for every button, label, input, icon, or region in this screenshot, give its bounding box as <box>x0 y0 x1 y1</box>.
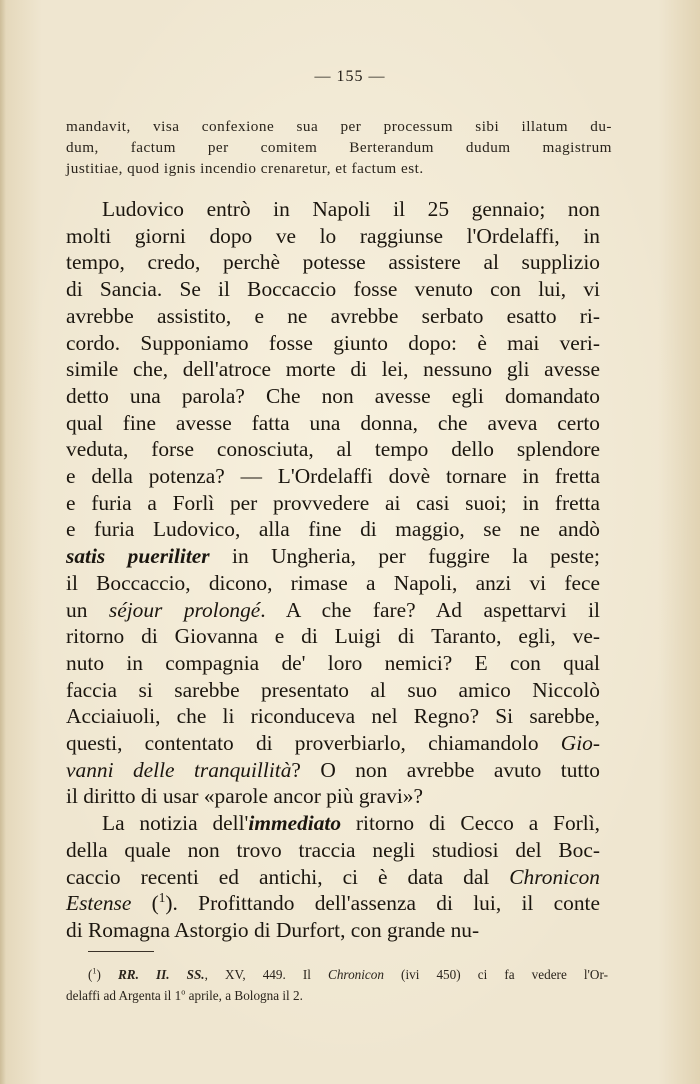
body-text-run: caccio recenti ed antichi, ci è data dal <box>66 864 510 889</box>
footnote-line <box>66 985 608 1006</box>
body-text-run: tempo, credo, perchè potesse assistere al supplizio <box>66 250 600 275</box>
footnote-text-run: 1 <box>92 966 97 976</box>
body-line <box>66 490 600 517</box>
latin-quotation <box>66 116 612 179</box>
footnote <box>66 964 608 1006</box>
body-text-run: satis pueriliter <box>66 544 210 569</box>
page-edge-shadow <box>0 0 6 1084</box>
footnote-text-run: RR. II. SS. <box>117 967 205 982</box>
body-text-run: Chronicon <box>509 864 600 889</box>
body-line <box>66 249 600 276</box>
body-text-run: veduta, forse conosciuta, al tempo dello splendore <box>66 437 600 462</box>
body-text-run: e furia Ludovico, alla fine di maggio, se ne andò <box>66 517 600 542</box>
footnote-text-run: ) <box>96 967 118 982</box>
body-text-run: séjour prolongé <box>108 597 261 622</box>
body-line <box>66 196 600 223</box>
body-text-run: avrebbe assistito, e ne avrebbe serbato esatto ri- <box>66 303 600 328</box>
body-line <box>66 703 600 730</box>
body-text-run: nuto in compagnia de' loro nemici? E con qual <box>66 650 600 675</box>
body-text-run: in Ungheria, per fuggire la peste; <box>209 544 600 569</box>
quote-line: dum, factum per comitem Berterandum dudum magistrum <box>66 139 612 156</box>
body-text-run: La notizia dell' <box>102 811 249 836</box>
body-text-run: vanni delle tranquillità <box>66 757 292 782</box>
body-line <box>66 650 600 677</box>
body-line <box>66 410 600 437</box>
body-line <box>66 677 600 704</box>
footnote-text-run: Chronicon <box>328 967 384 982</box>
body-text-run: ). Profittando dell'assenza di lui, il conte <box>165 891 600 916</box>
body-line <box>66 463 600 490</box>
footnote-text-run: o <box>181 987 186 997</box>
body-text-run: e furia a Forlì per provvedere ai casi suoi; in fretta <box>66 490 600 515</box>
body-line <box>66 570 600 597</box>
body-text-run: Acciaiuoli, che li riconduceva nel Regno? Si sarebbe, <box>66 704 600 729</box>
body-line <box>66 597 600 624</box>
body-line <box>66 303 600 330</box>
page-number: — 155 — <box>314 68 386 85</box>
body-line <box>66 516 600 543</box>
body-line <box>66 623 600 650</box>
footnote-text-run: (ivi 450) ci fa vedere l'Or- <box>383 967 608 982</box>
body-text-run: faccia si sarebbe presentato al suo amico Niccolò <box>66 677 600 702</box>
body-text-run: ( <box>131 891 159 916</box>
body-line <box>66 864 600 891</box>
body-text-run: Ludovico entrò in Napoli il 25 gennaio; non <box>102 197 600 221</box>
footnote-text-run: , XV, 449. Il <box>204 967 329 982</box>
body-line <box>66 276 600 303</box>
footnote-text-run: aprile, a Bologna il 2. <box>185 988 303 1003</box>
body-line <box>66 436 600 463</box>
body-line <box>66 783 600 810</box>
body-text-run: ? O non avrebbe avuto tutto <box>291 757 600 782</box>
body-line <box>66 837 600 864</box>
body-text <box>66 196 600 944</box>
body-text-run: cordo. Supponiamo fosse giunto dopo: è mai veri- <box>66 330 600 355</box>
body-text-run: ritorno di Giovanna e di Luigi di Taranto, egli, ve- <box>66 624 600 649</box>
body-text-run: di Sancia. Se il Boccaccio fosse venuto con lui, vi <box>66 277 600 302</box>
body-text-run: un <box>66 597 109 622</box>
body-text-run: di Romagna Astorgio di Durfort, con grande nu- <box>66 917 480 942</box>
body-text-run: qual fine avesse fatta una donna, che aveva certo <box>66 410 600 435</box>
body-text-run: della quale non trovo traccia negli studiosi del Boc- <box>66 837 600 862</box>
body-line <box>66 223 600 250</box>
body-line <box>66 757 600 784</box>
body-text-run: immediato <box>248 811 342 836</box>
body-line <box>66 356 600 383</box>
quote-line: justitiae, quod ignis incendio crenaretur, et factum est. <box>66 160 424 177</box>
body-text-run: detto una parola? Che non avesse egli domandato <box>66 383 600 408</box>
footnote-text-run: ( <box>88 967 93 982</box>
body-text-run: il Boccaccio, dicono, rimase a Napoli, anzi vi fece <box>66 570 600 595</box>
body-text-run: ritorno di Cecco a Forlì, <box>341 811 600 836</box>
body-line <box>66 730 600 757</box>
body-text-run: questi, contentato di proverbiarlo, chiamandolo <box>66 731 561 756</box>
body-text-run: . A che fare? Ad aspettarvi il <box>260 597 600 622</box>
body-text-run: Gio- <box>560 731 600 756</box>
body-text-run: Estense <box>66 891 132 916</box>
body-text-run: simile che, dell'atroce morte di lei, nessuno gli avesse <box>66 357 600 382</box>
footnote-line <box>66 964 608 985</box>
body-line <box>66 543 600 570</box>
body-text-run: il diritto di usar «parole ancor più gravi»? <box>66 784 423 809</box>
body-line <box>66 810 600 837</box>
body-text-run: 1 <box>158 890 166 906</box>
body-text-run: e della potenza? — L'Ordelaffi dovè tornare in fretta <box>66 464 600 489</box>
body-text-run: molti giorni dopo ve lo raggiunse l'Ordelaffi, in <box>66 223 600 248</box>
body-line <box>66 890 600 917</box>
body-line <box>66 917 600 944</box>
body-line <box>66 330 600 357</box>
footnote-divider <box>88 951 154 952</box>
quote-line: mandavit, visa confexione sua per processum sibi illatum du- <box>66 118 612 135</box>
body-line <box>66 383 600 410</box>
footnote-text-run: delaffi ad Argenta il 1 <box>66 988 182 1003</box>
